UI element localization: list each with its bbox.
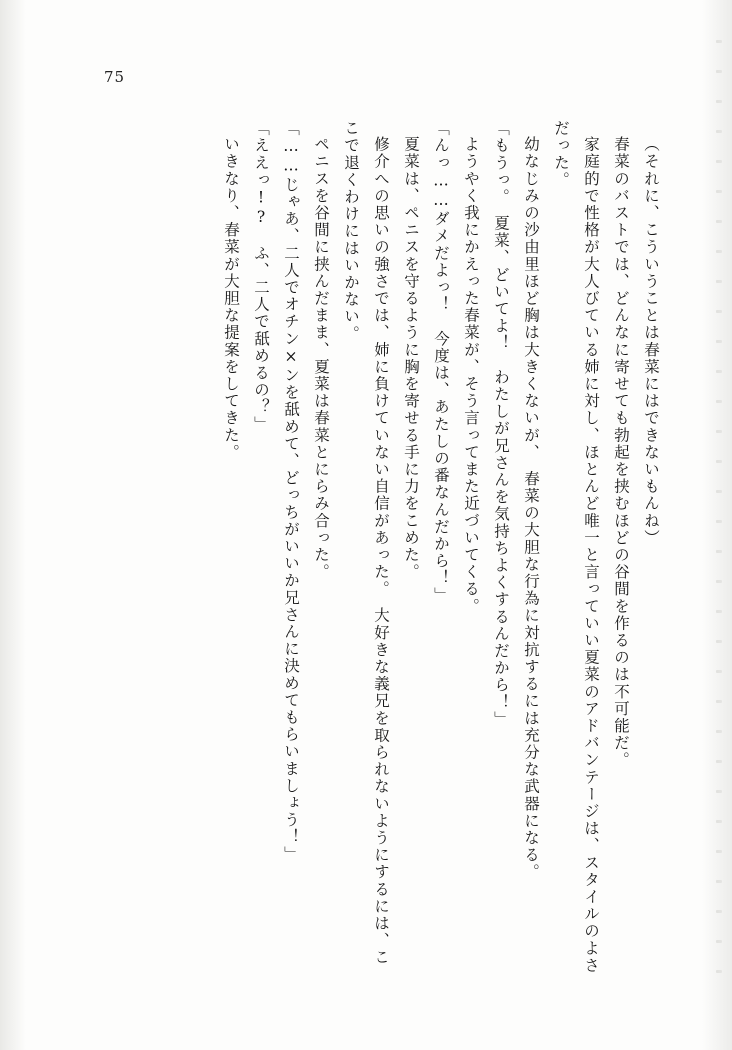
edge-mark (716, 640, 722, 643)
edge-mark (716, 700, 722, 703)
edge-mark (716, 730, 722, 733)
page-text-body (66, 120, 666, 980)
edge-mark (716, 940, 722, 943)
edge-mark (716, 880, 722, 883)
paragraph: （それに、こういうことは春菜にはできないもんね） (642, 135, 660, 546)
page-number: 75 (104, 68, 126, 86)
edge-mark (716, 520, 722, 523)
paragraph: いきなり、春菜が大胆な提案をしてきた。 (222, 135, 240, 461)
edge-mark (716, 490, 722, 493)
edge-mark (716, 910, 722, 913)
edge-mark (716, 790, 722, 793)
paragraph: 修介への思いの強さでは、姉に負けていない自信があった。 大好きな義兄を取られないようにするには、ここで退くわけにはいかない。 (342, 120, 390, 966)
paragraph: 家庭的で性格が大人びている姉に対し、ほとんど唯一と言っていい夏菜のアドバンテージは、スタイルのよさだった。 (552, 120, 600, 974)
edge-mark (716, 760, 722, 763)
edge-mark (716, 160, 722, 163)
edge-mark (716, 370, 722, 373)
paragraph: 幼なじみの沙由里ほど胸は大きくないが、 春菜の大胆な行為に対抗するには充分な武器になる。 (522, 135, 540, 881)
edge-mark (716, 220, 722, 223)
edge-mark (716, 40, 722, 43)
edge-mark (716, 250, 722, 253)
paragraph: 「んっ……ダメだよっ！ 今度は、あたしの番なんだから！」 (432, 120, 450, 604)
edge-mark (716, 100, 722, 103)
edge-mark (716, 130, 722, 133)
edge-mark (716, 850, 722, 853)
edge-mark (716, 460, 722, 463)
edge-mark (716, 340, 722, 343)
edge-mark (716, 610, 722, 613)
paragraph: 「……じゃあ、二人でオチン×ンを舐めて、どっちがいいか兄さんに決めてもらいましょう！」 (282, 120, 300, 863)
edge-mark (716, 580, 722, 583)
paragraph: 「ええっ!? ふ、二人で舐めるの？」 (252, 120, 270, 433)
paragraph: ようやく我にかえった春菜が、そう言ってまた近づいてくる。 (462, 135, 480, 615)
edge-mark (716, 190, 722, 193)
edge-mark (716, 280, 722, 283)
edge-mark (716, 550, 722, 553)
edge-mark (716, 970, 722, 973)
paragraph: 夏菜は、ペニスを守るように胸を寄せる手に力をこめた。 (402, 135, 420, 581)
paragraph: 春菜のバストでは、どんなに寄せても勃起を挟むほどの谷間を作るのは不可能だ。 (612, 135, 630, 769)
edge-mark (716, 310, 722, 313)
page-edge-marks (716, 40, 726, 1010)
edge-mark (716, 70, 722, 73)
edge-mark (716, 430, 722, 433)
edge-mark (716, 820, 722, 823)
paragraph: 「もうっ。 夏菜、どいてよ！ わたしが兄さんを気持ちよくするんだから！」 (492, 120, 510, 728)
edge-mark (716, 400, 722, 403)
paragraph: ペニスを谷間に挟んだまま、夏菜は春菜とにらみ合った。 (312, 135, 330, 581)
edge-mark (716, 670, 722, 673)
